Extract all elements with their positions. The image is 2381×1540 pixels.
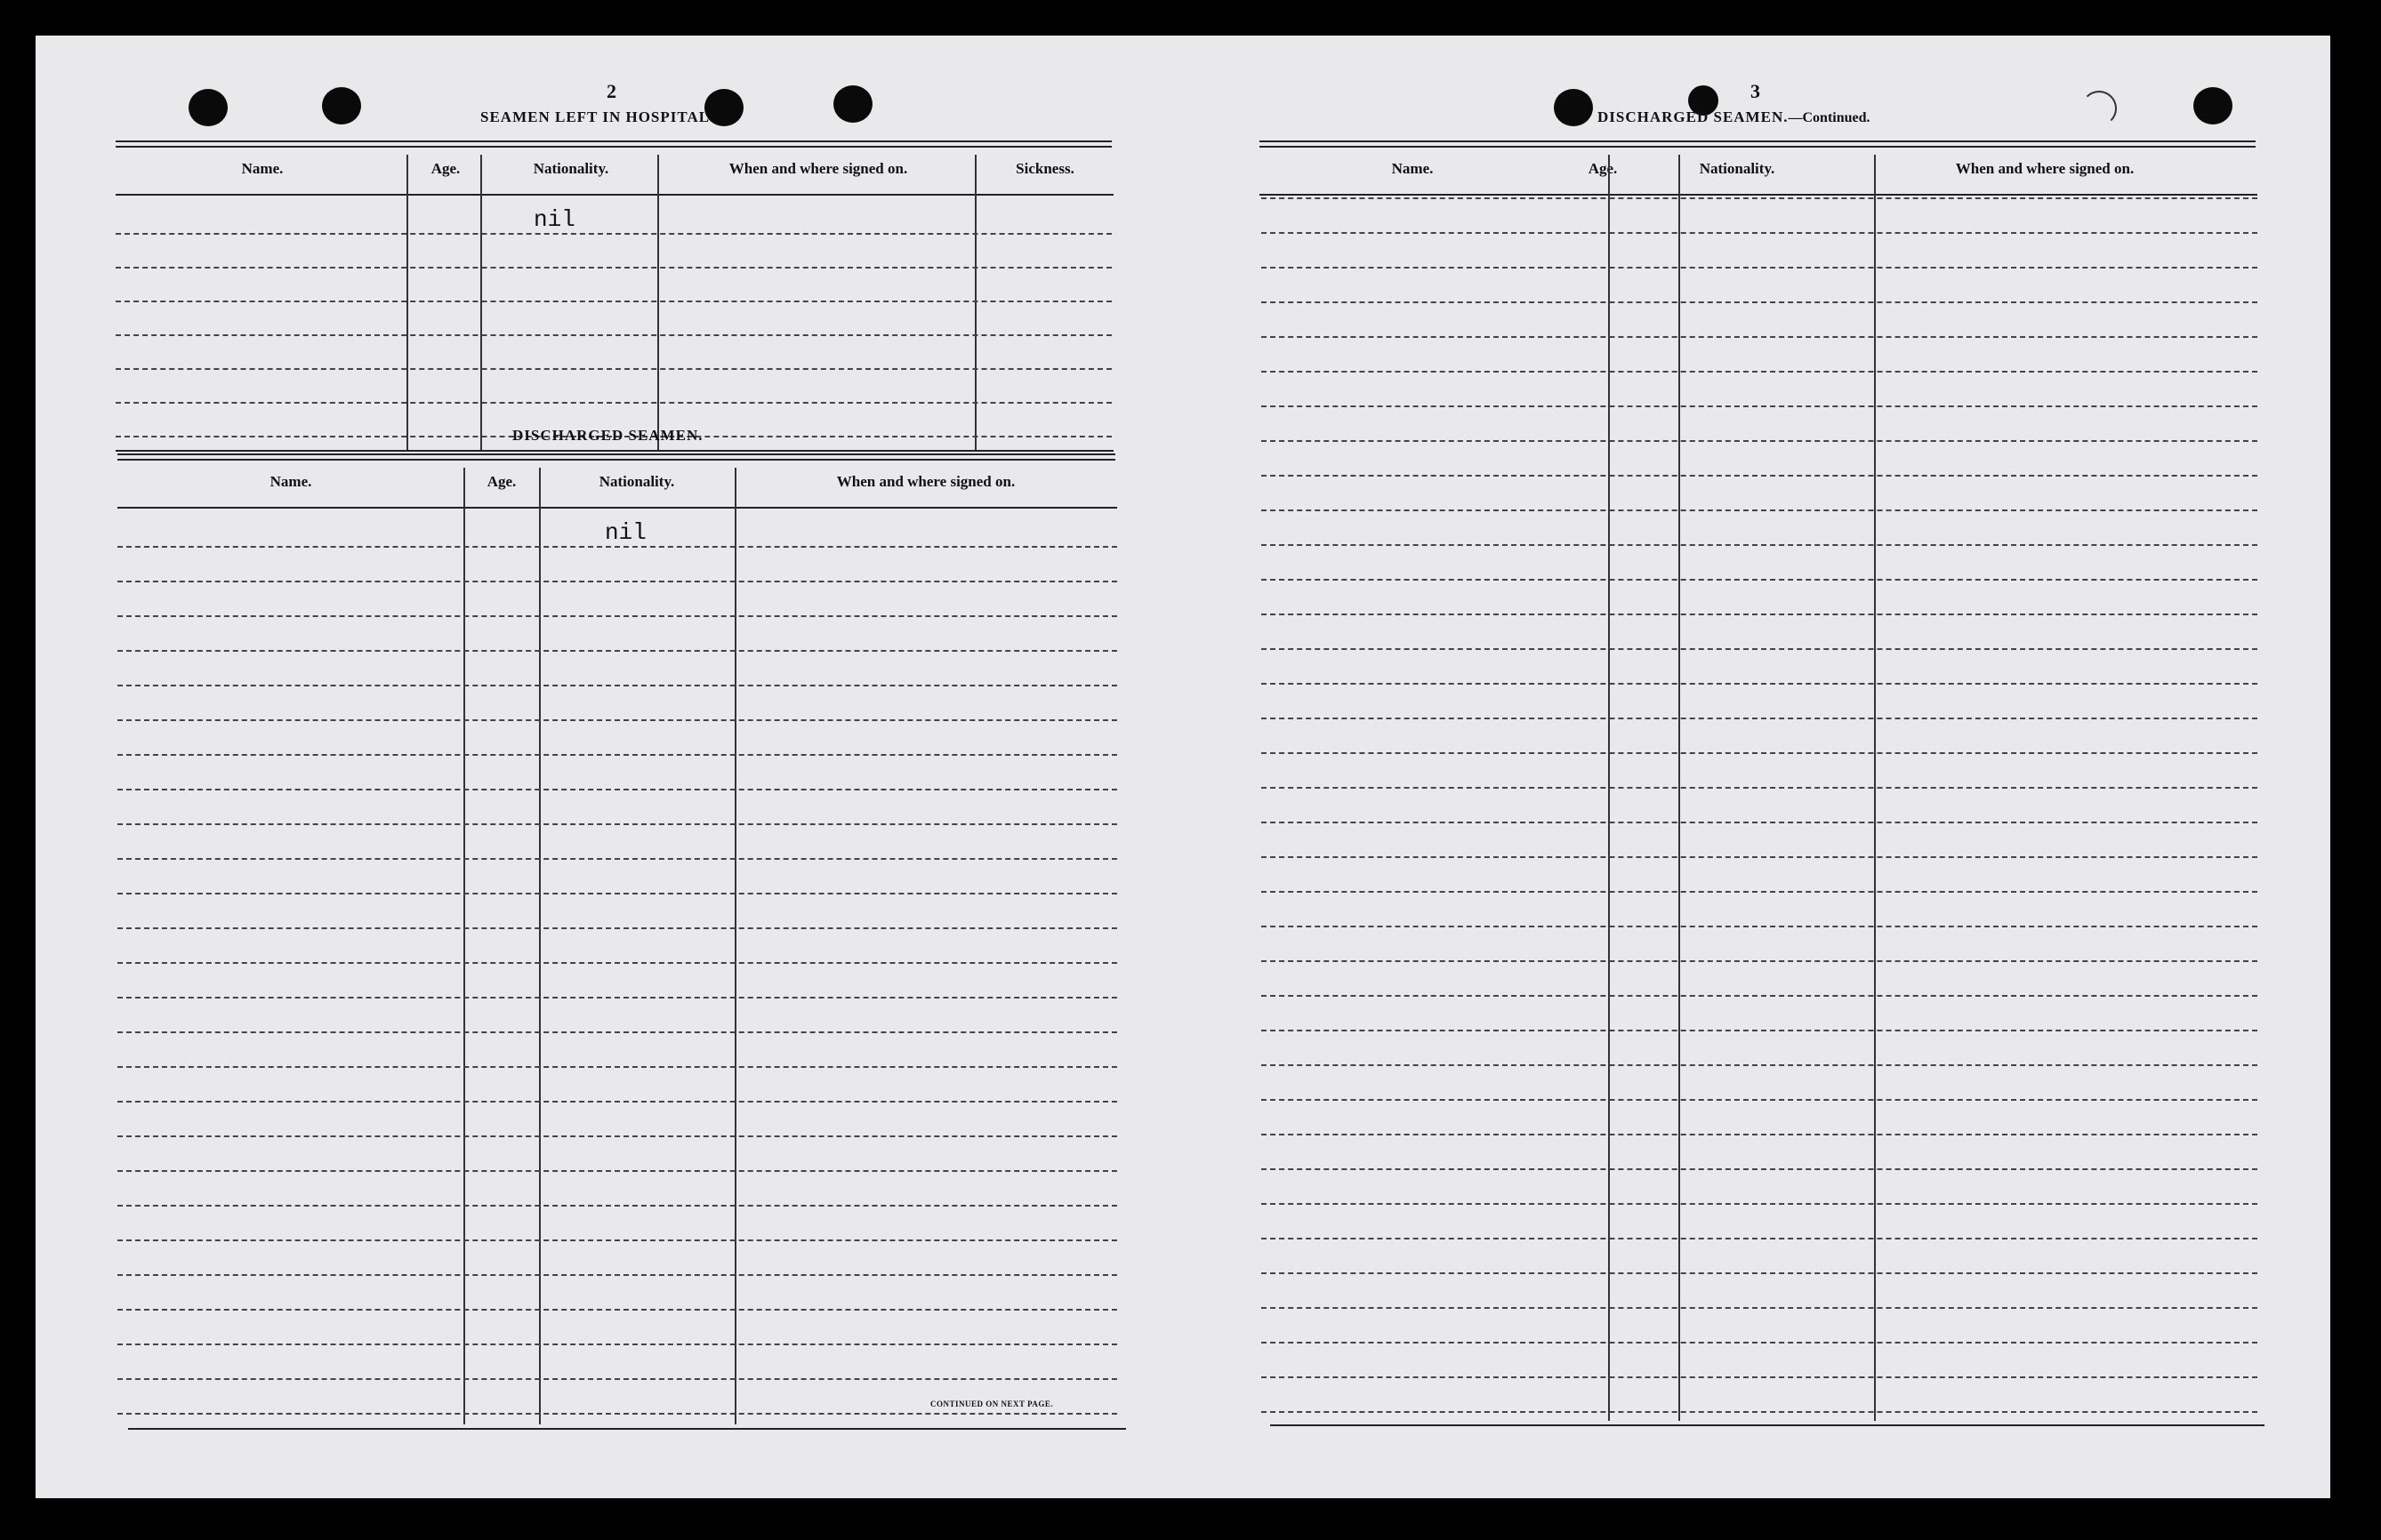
entry-line [117,1343,1117,1345]
entry-line [1261,1203,2257,1205]
entry-line [117,1101,1117,1103]
entry-line [117,962,1117,964]
col-header-nationality: Nationality. [599,473,675,490]
entry-line [117,754,1117,756]
column-divider [463,468,465,1424]
column-divider [735,468,736,1424]
entry-line [117,685,1117,686]
entry-line [117,1239,1117,1241]
col-header-age: Age. [430,160,461,177]
header-rule [116,194,1114,196]
entry-line [1261,267,2257,269]
hospital-nil-entry: nil [534,206,575,233]
entry-line [117,823,1117,825]
entry-line [117,1205,1117,1207]
entry-line [1261,926,2257,927]
entry-line [1261,1411,2257,1413]
entry-line [117,719,1117,721]
entry-line [1261,960,2257,962]
punch-hole [1554,89,1593,126]
entry-line [117,789,1117,790]
entry-line [1261,614,2257,615]
header-rule [117,507,1117,509]
entry-line [1261,440,2257,442]
entry-line [1261,1272,2257,1274]
column-divider [975,155,977,450]
header-rule [1259,194,2257,196]
punch-hole [189,89,228,126]
entry-line [1261,683,2257,685]
entry-line [1261,891,2257,893]
col-header-name: Name. [269,473,312,490]
col-header-signed-on: When and where signed on. [728,160,908,177]
bottom-rule [1270,1424,2264,1426]
entry-line [1261,1099,2257,1101]
page-number-right: 3 [1750,80,1760,102]
entry-line [117,1309,1117,1311]
entry-line [117,546,1117,548]
entry-line [1261,787,2257,789]
col-header-nationality: Nationality. [533,160,609,177]
entry-line [117,997,1117,999]
entry-line [1261,856,2257,858]
section-rule [116,450,1114,452]
discharged-nil-entry: nil [605,519,647,546]
entry-line [117,1031,1117,1033]
continued-footer: CONTINUED ON NEXT PAGE. [930,1400,1054,1408]
col-header-age: Age. [487,473,517,490]
entry-line [1261,371,2257,373]
discharged-section-title: DISCHARGED SEAMEN. [512,427,704,444]
entry-line [1261,1134,2257,1135]
section-rule [116,140,1112,148]
entry-line [117,927,1117,929]
entry-line [116,267,1112,269]
col-header-signed-on: When and where signed on. [1955,160,2135,177]
entry-line [1261,405,2257,407]
entry-line [1261,718,2257,719]
entry-line [1261,475,2257,477]
col-header-name: Name. [241,160,284,177]
entry-line [116,368,1112,370]
col-header-nationality: Nationality. [1699,160,1775,177]
entry-line [1261,336,2257,338]
entry-line [1261,1030,2257,1031]
col-header-sickness: Sickness. [1016,160,1074,177]
bottom-rule [128,1428,1126,1430]
entry-line [117,581,1117,582]
entry-line [1261,232,2257,234]
punch-hole [833,85,873,123]
col-header-age: Age. [1588,160,1618,177]
entry-line [1261,1376,2257,1378]
entry-line [1261,1238,2257,1239]
entry-line [116,233,1112,235]
entry-line [1261,1168,2257,1170]
col-header-signed-on: When and where signed on. [836,473,1016,490]
entry-line [116,334,1112,336]
entry-line [117,650,1117,652]
entry-line [1261,301,2257,303]
title-main: DISCHARGED SEAMEN. [1597,108,1789,125]
entry-line [1261,509,2257,511]
col-header-name: Name. [1391,160,1434,177]
section-rule [117,453,1115,461]
section-rule [1259,140,2256,148]
entry-line [117,1170,1117,1172]
entry-line [1261,995,2257,997]
page-number-left: 2 [607,80,616,102]
column-divider [406,155,408,450]
ledger-sheet [36,36,2330,1498]
entry-line [117,1378,1117,1380]
entry-line [1261,752,2257,754]
entry-line [117,1066,1117,1068]
hospital-section-title: SEAMEN LEFT IN HOSPITAL. [480,108,715,125]
entry-line [1261,1307,2257,1309]
punch-hole [2193,87,2232,124]
entry-line [116,301,1112,302]
column-divider [480,155,482,450]
entry-line [117,858,1117,860]
discharged-continued-title [1597,108,1870,126]
entry-line [1261,822,2257,823]
punch-hole-outline [2081,91,2117,126]
entry-line [1261,648,2257,650]
punch-hole [322,87,361,124]
entry-line [117,1413,1117,1415]
entry-line [116,402,1112,404]
entry-line [1261,1064,2257,1066]
entry-line [117,1274,1117,1276]
column-divider [657,155,659,450]
entry-line [117,1135,1117,1137]
entry-line [1261,1342,2257,1343]
entry-line [117,893,1117,894]
entry-line [117,615,1117,617]
column-divider [539,468,541,1424]
entry-line [1261,197,2257,199]
entry-line [1261,544,2257,546]
title-continued: —Continued. [1788,110,1870,125]
entry-line [1261,579,2257,581]
